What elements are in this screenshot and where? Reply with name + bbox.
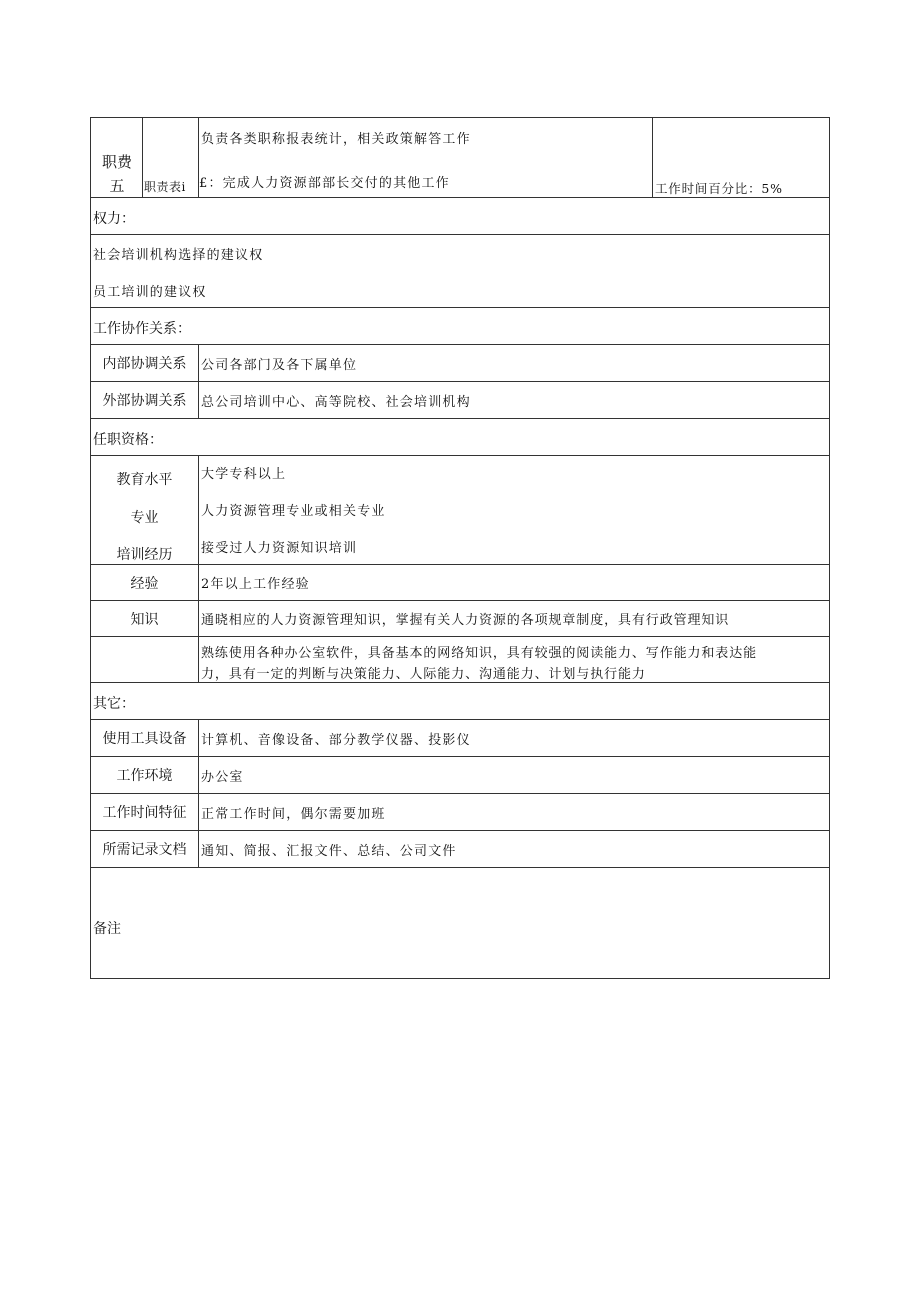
records-row bbox=[90, 831, 830, 868]
environment-value: 办公室 bbox=[201, 769, 244, 785]
work-hours-row bbox=[90, 794, 830, 831]
education-row bbox=[90, 456, 830, 565]
external-coordination-label: 外部协调关系 bbox=[102, 393, 187, 409]
responsibility-line-2: £：完成人力资源部部长交付的其他工作 bbox=[199, 176, 450, 191]
cooperation-heading-row bbox=[90, 308, 830, 345]
authority-item: 员工培训的建议权 bbox=[93, 285, 207, 300]
training-label: 培训经历 bbox=[116, 547, 173, 563]
skills-line: 力，具有一定的判断与决策能力、人际能力、沟通能力、计划与执行能力 bbox=[201, 667, 646, 682]
education-value: 大学专科以上 bbox=[201, 467, 287, 482]
job-description-table bbox=[90, 117, 830, 979]
knowledge-row bbox=[90, 601, 830, 637]
work-hours-label: 工作时间特征 bbox=[102, 805, 187, 821]
authority-items-row bbox=[90, 235, 830, 308]
knowledge-label: 知识 bbox=[130, 611, 159, 628]
experience-value: 2年以上工作经验 bbox=[201, 577, 310, 592]
skills-row bbox=[90, 637, 830, 683]
responsibility-label: 职费五 bbox=[101, 153, 132, 195]
internal-coordination-label: 内部协调关系 bbox=[102, 356, 187, 372]
responsibility-row bbox=[90, 117, 830, 198]
education-label: 教育水平 bbox=[116, 472, 173, 488]
records-label: 所需记录文档 bbox=[102, 842, 187, 858]
records-value: 通知、简报、汇报文件、总结、公司文件 bbox=[201, 843, 457, 859]
time-ratio: 工作时间百分比：5% bbox=[655, 181, 783, 196]
skills-line: 熟练使用各种办公室软件，具备基本的网络知识，具有较强的阅读能力、写作能力和表达能 bbox=[201, 646, 758, 661]
knowledge-value: 通晓相应的人力资源管理知识，掌握有关人力资源的各项规章制度，具有行政管理知识 bbox=[201, 613, 730, 628]
responsibility-sub-label: 职责表i bbox=[144, 180, 186, 194]
cooperation-heading: 工作协作关系： bbox=[93, 321, 191, 337]
other-heading: 其它： bbox=[93, 696, 135, 712]
major-value: 人力资源管理专业或相关专业 bbox=[201, 504, 386, 519]
remarks-row bbox=[90, 868, 830, 979]
environment-row bbox=[90, 757, 830, 794]
tools-label: 使用工具设备 bbox=[102, 731, 187, 747]
external-coordination-value: 总公司培训中心、高等院校、社会培训机构 bbox=[201, 394, 471, 410]
other-heading-row bbox=[90, 683, 830, 720]
environment-label: 工作环境 bbox=[116, 768, 173, 784]
qualifications-heading: 任职资格： bbox=[93, 432, 163, 448]
experience-row bbox=[90, 565, 830, 601]
internal-coordination-value: 公司各部门及各下属单位 bbox=[201, 357, 358, 373]
remarks-heading: 备注 bbox=[93, 921, 121, 937]
tools-value: 计算机、音像设备、部分教学仪器、投影仪 bbox=[201, 732, 471, 748]
qualifications-heading-row bbox=[90, 419, 830, 456]
internal-coordination-row bbox=[90, 345, 830, 382]
external-coordination-row bbox=[90, 382, 830, 419]
authority-item: 社会培训机构选择的建议权 bbox=[93, 248, 264, 263]
training-value: 接受过人力资源知识培训 bbox=[201, 541, 358, 556]
major-label: 专业 bbox=[130, 510, 159, 526]
authority-heading-row bbox=[90, 198, 830, 235]
experience-label: 经验 bbox=[130, 575, 159, 592]
work-hours-value: 正常工作时间，偶尔需要加班 bbox=[201, 806, 386, 822]
authority-heading: 权力： bbox=[93, 211, 135, 227]
tools-row bbox=[90, 720, 830, 757]
responsibility-line-1: 负责各类职称报表统计，相关政策解答工作 bbox=[201, 132, 471, 147]
